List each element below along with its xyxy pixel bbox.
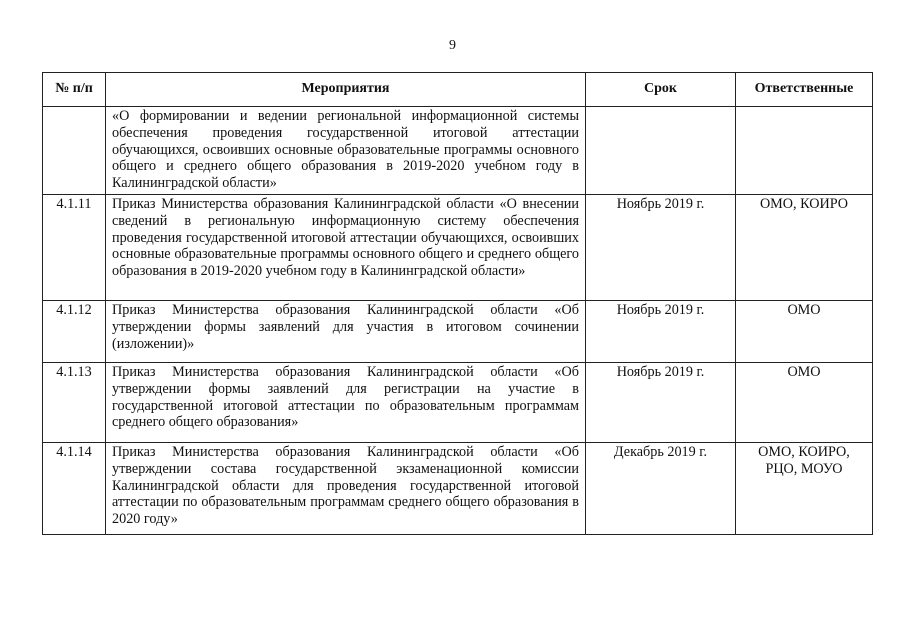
row-term xyxy=(586,107,736,195)
row-activity: Приказ Министерства образования Калининградской области «Об утверждении формы заявлений для регистрации на участие в государственной итоговой аттестации по образовательным программам среднего общего образования» xyxy=(106,362,586,442)
row-responsible xyxy=(736,107,873,195)
row-responsible: ОМО xyxy=(736,362,873,442)
table-row xyxy=(43,362,873,442)
row-num: 4.1.12 xyxy=(43,300,106,362)
header-activity: Мероприятия xyxy=(106,73,586,107)
header-responsible: Ответственные xyxy=(736,73,873,107)
table-row xyxy=(43,442,873,534)
row-activity: «О формировании и ведении региональной информационной системы обеспечения проведения государственной итоговой аттестации обучающихся, освоивших основные образовательные программы основного общего и среднего общего образования в 2019-2020 учебном году в Калининградской области» xyxy=(106,107,586,195)
row-responsible: ОМО xyxy=(736,300,873,362)
page-number: 9 xyxy=(449,38,456,53)
table-row xyxy=(43,107,873,195)
table-header-row xyxy=(43,73,873,107)
row-term: Ноябрь 2019 г. xyxy=(586,300,736,362)
row-activity: Приказ Министерства образования Калининградской области «О внесении сведений в региональную информационную систему обеспечения проведения государственной итоговой аттестации обучающихся, освоивших основные образовательные программы основного общего и среднего общего образования в 2019-2020 учебном году в Калининградской области» xyxy=(106,194,586,300)
row-activity: Приказ Министерства образования Калининградской области «Об утверждении формы заявлений для участия в итоговом сочинении (изложении)» xyxy=(106,300,586,362)
row-num: 4.1.11 xyxy=(43,194,106,300)
row-term: Ноябрь 2019 г. xyxy=(586,194,736,300)
table-row xyxy=(43,194,873,300)
row-term: Декабрь 2019 г. xyxy=(586,442,736,534)
header-term: Срок xyxy=(586,73,736,107)
row-term: Ноябрь 2019 г. xyxy=(586,362,736,442)
header-num: № п/п xyxy=(43,73,106,107)
row-activity: Приказ Министерства образования Калининградской области «Об утверждении состава государственной экзаменационной комиссии Калининградской области для проведения государственной итоговой аттестации по образовательным программам среднего общего образования в 2020 году» xyxy=(106,442,586,534)
row-num xyxy=(43,107,106,195)
table-row xyxy=(43,300,873,362)
row-responsible: ОМО, КОИРО, РЦО, МОУО xyxy=(736,442,873,534)
row-responsible: ОМО, КОИРО xyxy=(736,194,873,300)
row-num: 4.1.14 xyxy=(43,442,106,534)
activities-table xyxy=(42,72,873,535)
row-num: 4.1.13 xyxy=(43,362,106,442)
